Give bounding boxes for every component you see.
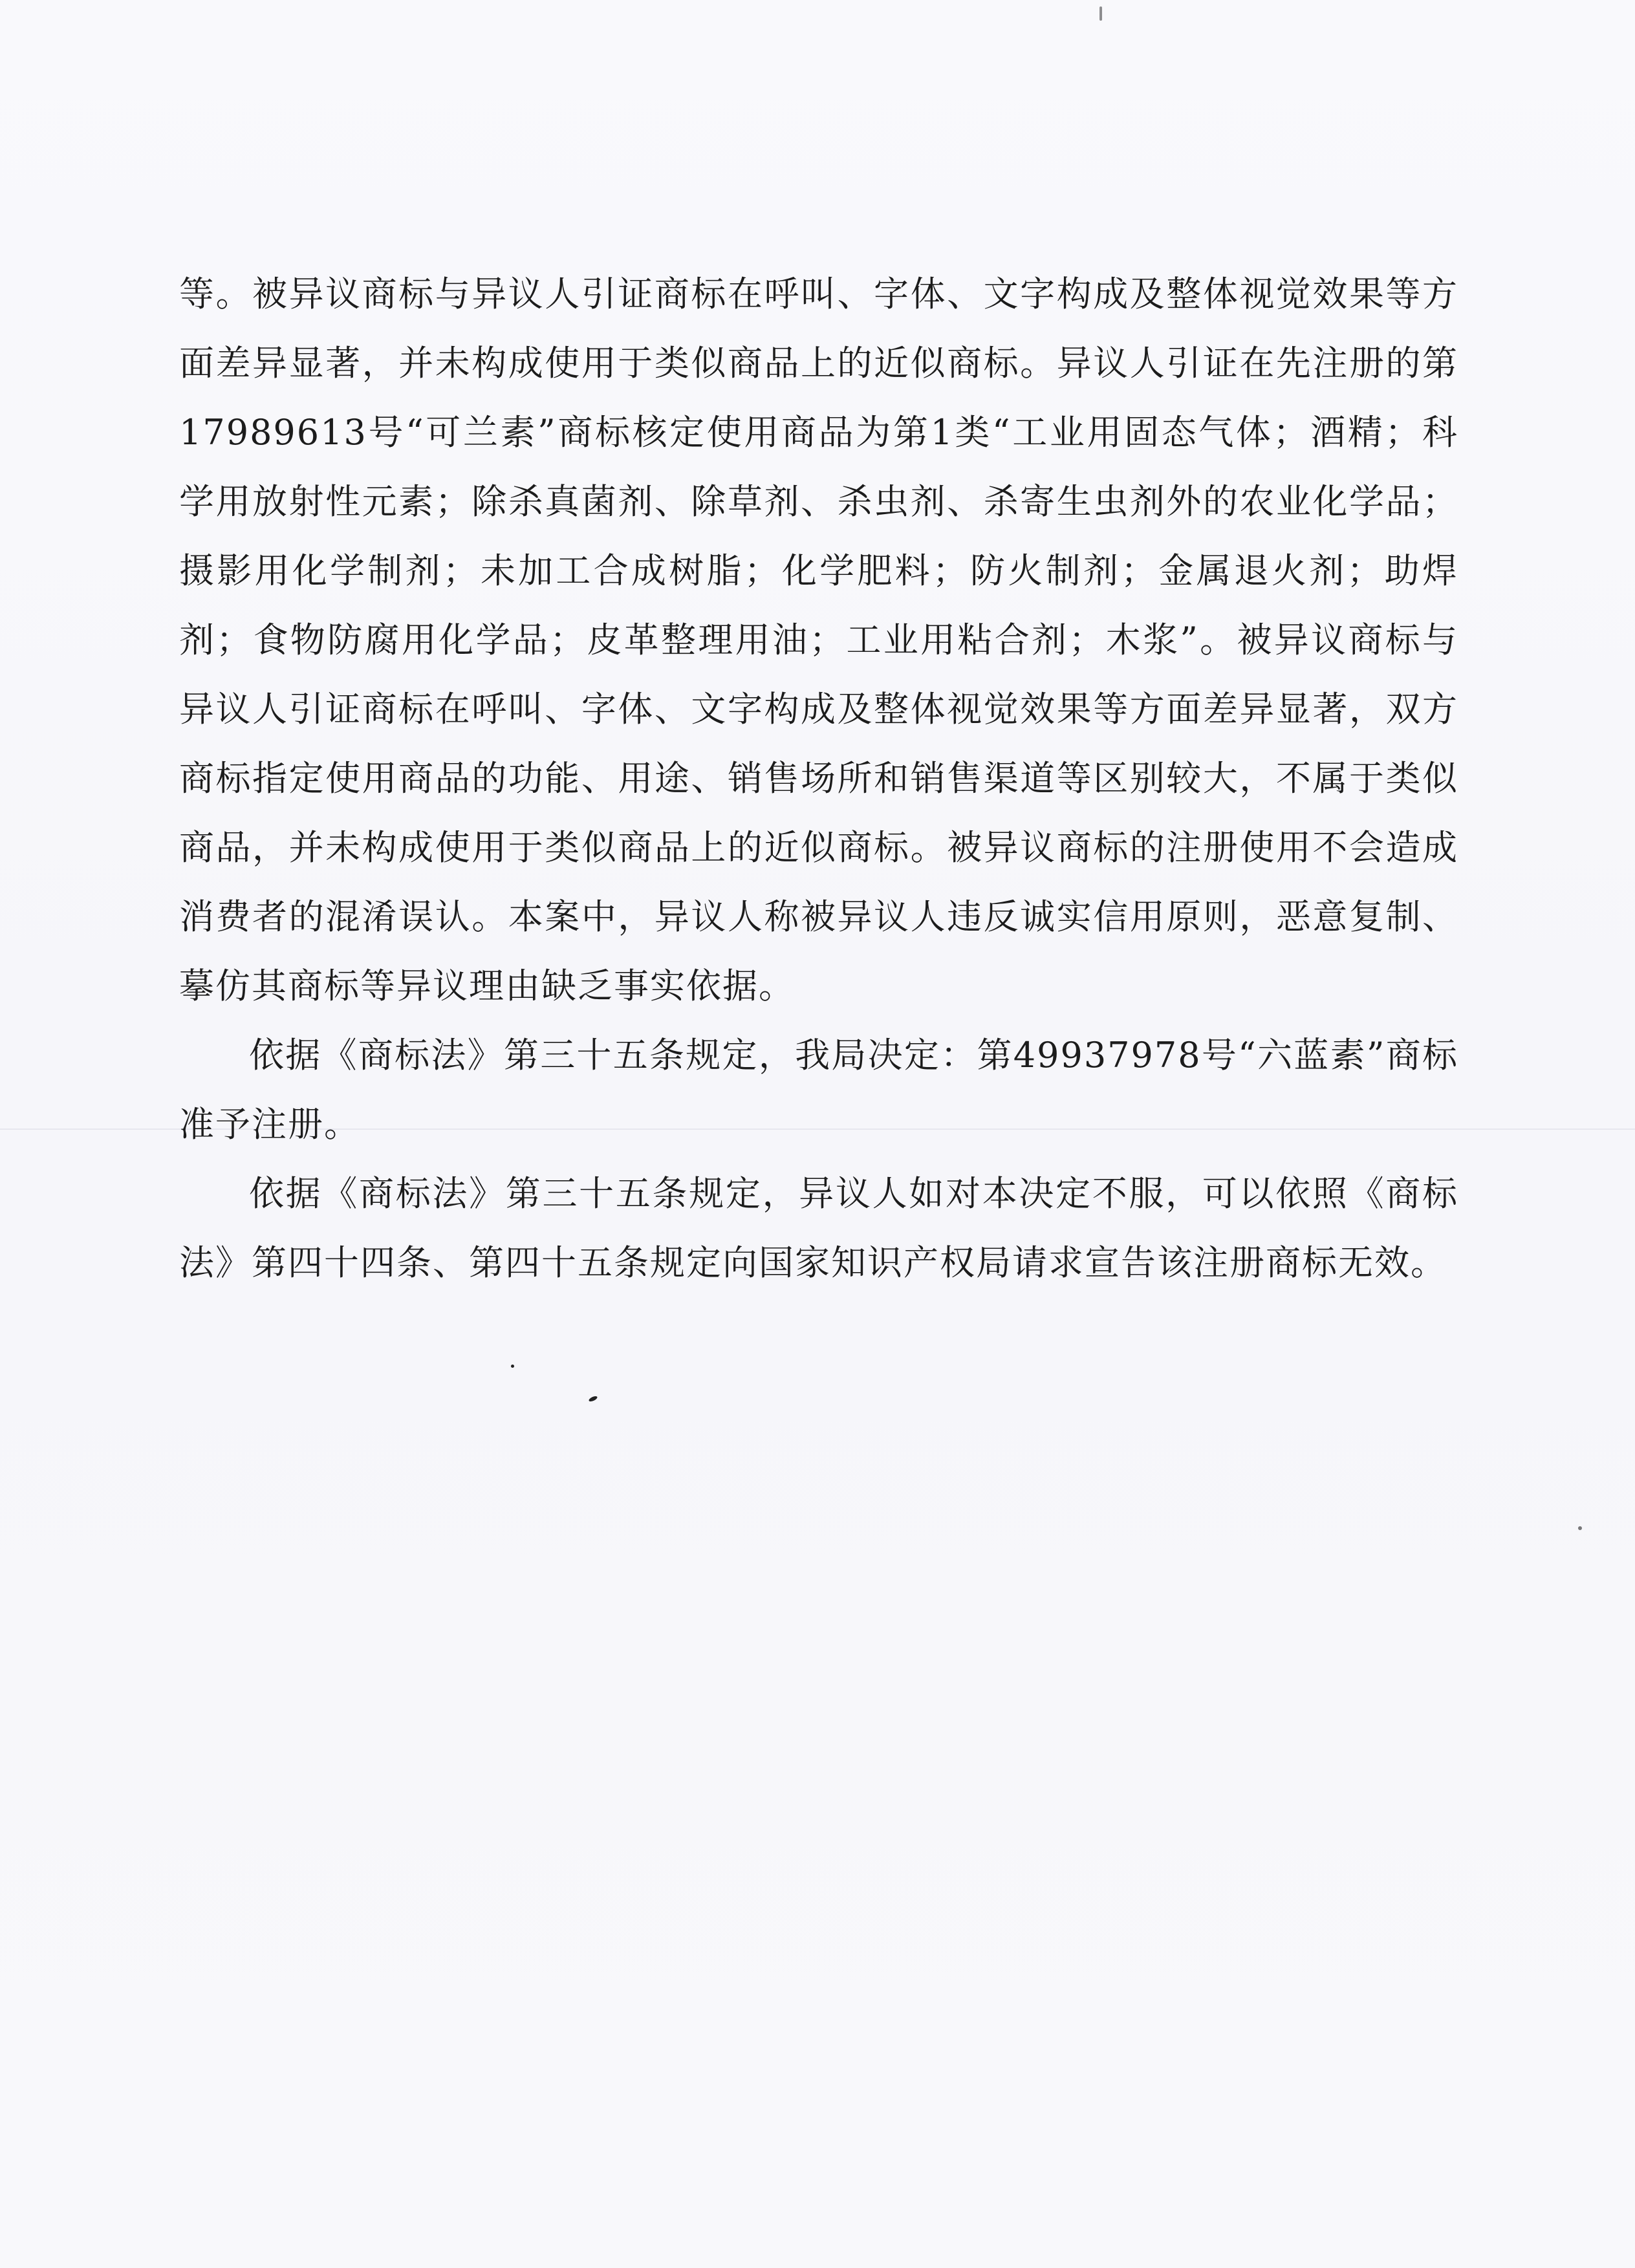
document-body [179, 259, 1458, 1297]
paragraph-reasoning: 等。被异议商标与异议人引证商标在呼叫、字体、文字构成及整体视觉效果等方面差异显著，并未构成使用于类似商品上的近似商标。异议人引证在先注册的第17989613号“可兰素”商标核定使用商品为第1类“工业用固态气体；酒精；科学用放射性元素；除杀真菌剂、除草剂、杀虫剂、杀寄生虫剂外的农业化学品；摄影用化学制剂；未加工合成树脂；化学肥料；防火制剂；金属退火剂；助焊剂；食物防腐用化学品；皮革整理用油；工业用粘合剂；木浆”。被异议商标与异议人引证商标在呼叫、字体、文字构成及整体视觉效果等方面差异显著，双方商标指定使用商品的功能、用途、销售场所和销售渠道等区别较大，不属于类似商品，并未构成使用于类似商品上的近似商标。被异议商标的注册使用不会造成消费者的混淆误认。本案中，异议人称被异议人违反诚实信用原则，恶意复制、摹仿其商标等异议理由缺乏事实依据。 [179, 274, 1458, 1006]
scan-speck [1578, 1526, 1582, 1530]
scan-speck [1099, 6, 1102, 21]
paragraph-appeal-notice: 依据《商标法》第三十五条规定，异议人如对本决定不服，可以依照《商标法》第四十四条、第四十五条规定向国家知识产权局请求宣告该注册商标无效。 [179, 1173, 1458, 1283]
scan-speck [511, 1365, 514, 1368]
paragraph-decision: 依据《商标法》第三十五条规定，我局决定：第49937978号“六蓝素”商标准予注册。 [179, 1035, 1458, 1145]
scan-speck [588, 1395, 598, 1402]
